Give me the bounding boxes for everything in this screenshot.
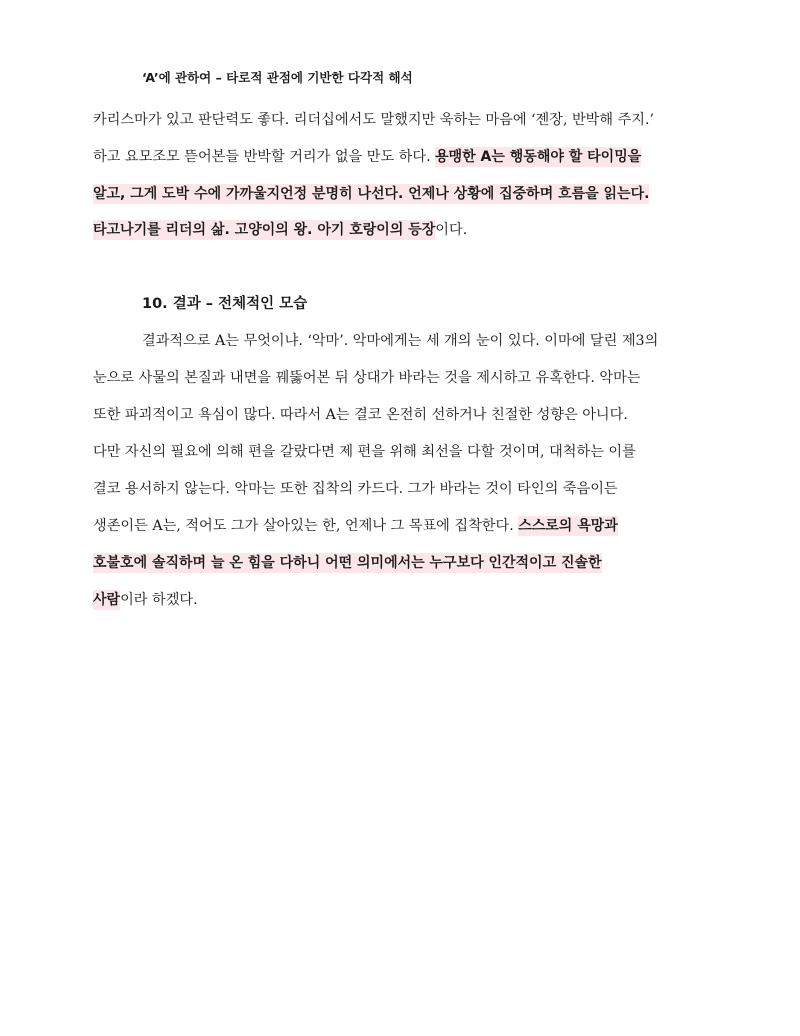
paragraph-line bbox=[93, 147, 641, 167]
paragraph-line bbox=[93, 405, 628, 425]
text-span: 하고 요모조모 뜯어본들 반박할 거리가 없을 만도 하다. bbox=[93, 149, 436, 165]
paragraph-line bbox=[93, 220, 467, 240]
highlighted-text: 타고나기를 리더의 삶. 고양이의 왕. 아기 호랑이의 등장 bbox=[93, 222, 436, 238]
highlighted-text: 스스로의 욕망과 bbox=[518, 518, 618, 534]
text-span: 눈으로 사물의 본질과 내면을 꿰뚫어본 뒤 상대가 바라는 것을 제시하고 유혹한다. 악마는 bbox=[93, 370, 641, 386]
paragraph-line bbox=[93, 516, 618, 536]
text-span: 결코 용서하지 않는다. 악마는 또한 집착의 카드다. 그가 바라는 것이 타인의 죽음이든 bbox=[93, 481, 618, 497]
paragraph-line bbox=[93, 442, 636, 462]
text-span: 결과적으로 A는 무엇이냐. ‘악마’. 악마에게는 세 개의 눈이 있다. 이마에 달린 제3의 bbox=[142, 333, 659, 349]
highlighted-text: 용맹한 A는 행동해야 할 타이밍을 bbox=[435, 149, 642, 165]
text-span: 다만 자신의 필요에 의해 편을 갈랐다면 제 편을 위해 최선을 다할 것이며, 대척하는 이를 bbox=[93, 444, 636, 460]
text-span: 이다. bbox=[435, 222, 468, 238]
paragraph-line bbox=[93, 590, 198, 610]
highlighted-text: 사람 bbox=[93, 592, 121, 608]
paragraph-line bbox=[93, 184, 649, 204]
highlighted-text: 호불호에 솔직하며 늘 온 힘을 다하니 어떤 의미에서는 누구보다 인간적이고 진솔한 bbox=[93, 555, 602, 571]
paragraph-line bbox=[93, 110, 654, 130]
text-span: 또한 파괴적이고 욕심이 많다. 따라서 A는 결코 온전히 선하거나 친절한 성향은 아니다. bbox=[93, 407, 628, 423]
paragraph-line bbox=[93, 479, 618, 499]
section-title: 10. 결과 – 전체적인 모습 bbox=[142, 296, 308, 312]
text-span: 생존이든 A는, 적어도 그가 살아있는 한, 언제나 그 목표에 집착한다. bbox=[93, 518, 519, 534]
paragraph-line bbox=[93, 553, 602, 573]
highlighted-text: 알고, 그게 도박 수에 가까울지언정 분명히 나선다. 언제나 상황에 집중하며 흐름을 읽는다. bbox=[93, 186, 650, 202]
text-span: 카리스마가 있고 판단력도 좋다. 리더십에서도 말했지만 욱하는 마음에 ‘젠장, 반박해 주지.’ bbox=[93, 112, 655, 128]
text-span: 이라 하겠다. bbox=[120, 592, 198, 608]
document-header: ‘A’에 관하여 – 타로적 관점에 기반한 다각적 해석 bbox=[142, 70, 413, 85]
paragraph-line bbox=[93, 368, 641, 388]
paragraph-line bbox=[142, 331, 658, 351]
